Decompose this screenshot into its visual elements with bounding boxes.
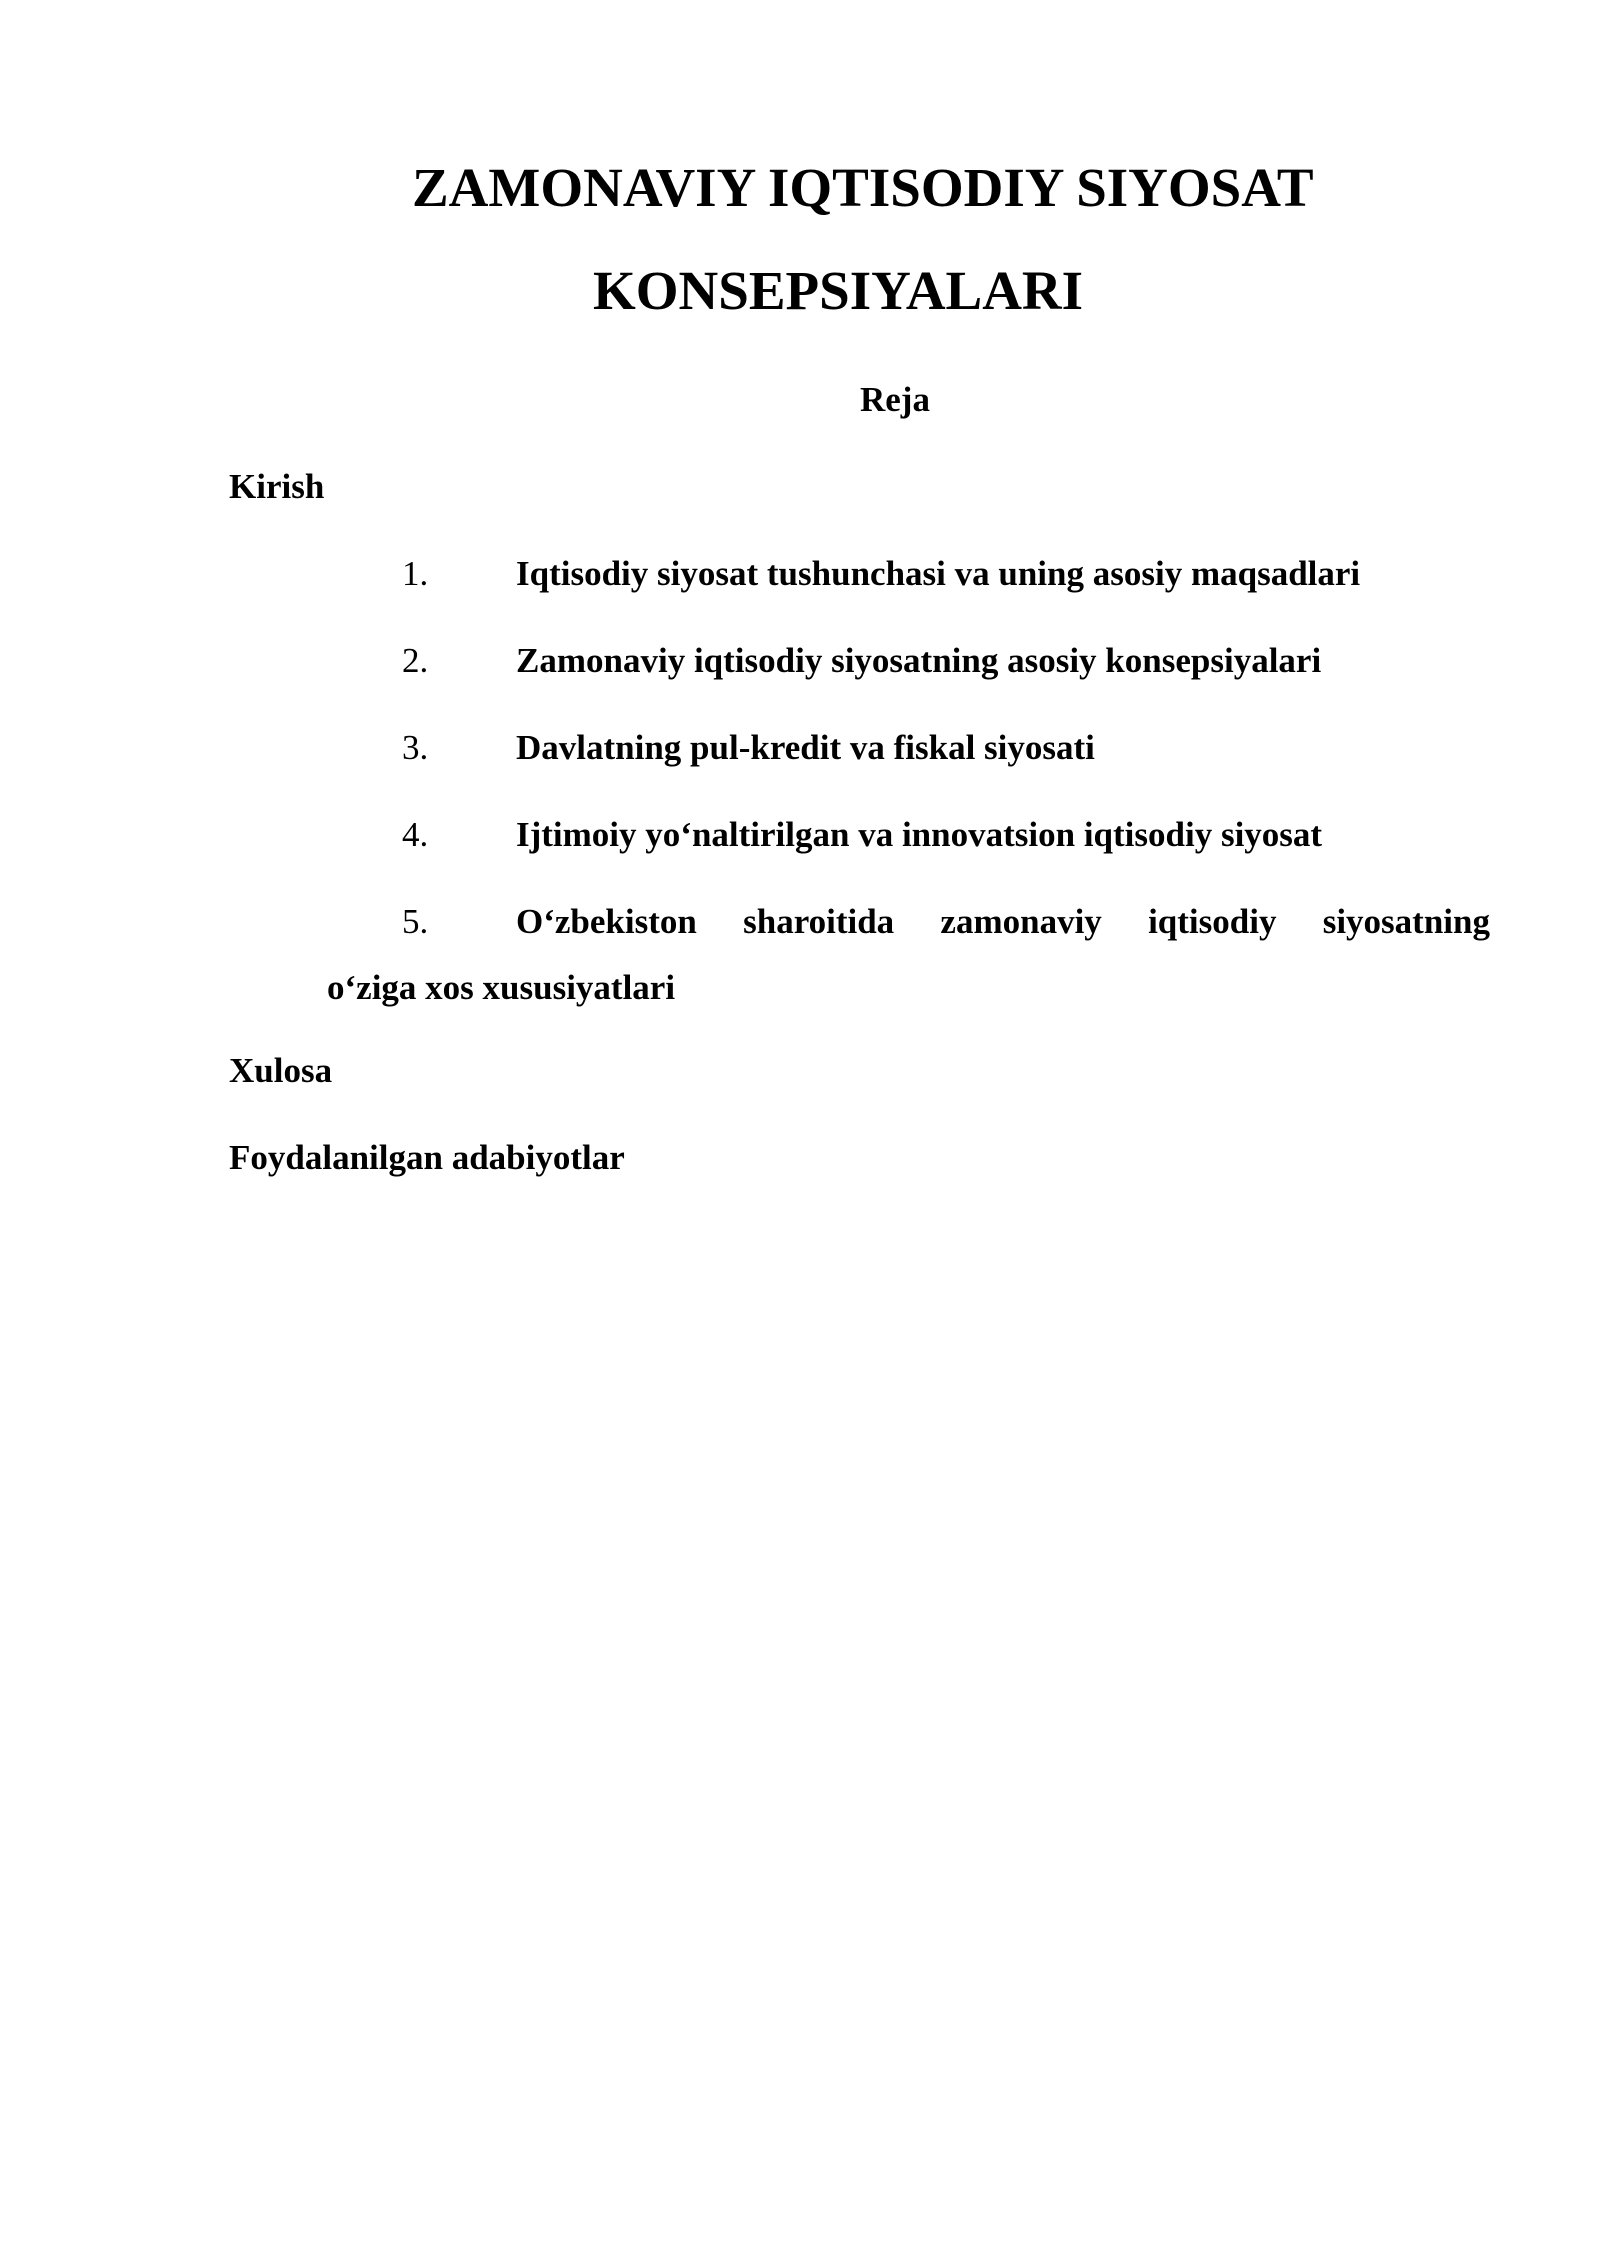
document-title-line-1: ZAMONAVIY IQTISODIY SIYOSAT: [412, 157, 1314, 218]
plan-item-number: 1.: [402, 554, 429, 593]
plan-item-word: siyosatning: [1322, 902, 1490, 941]
plan-item-word: O‘zbekiston: [516, 902, 697, 941]
intro-heading: Kirish: [229, 467, 325, 506]
plan-item-text-first-line: [516, 900, 1490, 944]
plan-item-number: 4.: [402, 815, 429, 854]
plan-item-text: Ijtimoiy yo‘naltirilgan va innovatsion iqtisodiy siyosat: [516, 815, 1323, 854]
plan-item-3: [0, 726, 1600, 770]
plan-item-text: Davlatning pul-kredit va fiskal siyosati: [516, 728, 1095, 767]
plan-item-1: [0, 552, 1600, 596]
plan-item-5: [0, 900, 1600, 1010]
plan-item-word: iqtisodiy: [1148, 902, 1277, 941]
plan-item-text: Iqtisodiy siyosat tushunchasi va uning asosiy maqsadlari: [516, 554, 1361, 593]
plan-item-text-continuation: o‘ziga xos xususiyatlari: [327, 968, 676, 1007]
plan-item-2: [0, 639, 1600, 683]
plan-item-number: 5.: [402, 902, 429, 941]
plan-heading: Reja: [860, 380, 930, 419]
conclusion-heading: Xulosa: [229, 1051, 333, 1090]
document-title-line-2: KONSEPSIYALARI: [593, 260, 1084, 321]
plan-item-text: Zamonaviy iqtisodiy siyosatning asosiy konsepsiyalari: [516, 641, 1322, 680]
plan-item-number: 3.: [402, 728, 429, 767]
plan-item-number: 2.: [402, 641, 429, 680]
references-heading: Foydalanilgan adabiyotlar: [229, 1138, 625, 1177]
plan-item-word: zamonaviy: [940, 902, 1102, 941]
plan-item-word: sharoitida: [743, 902, 895, 941]
plan-item-4: [0, 813, 1600, 857]
